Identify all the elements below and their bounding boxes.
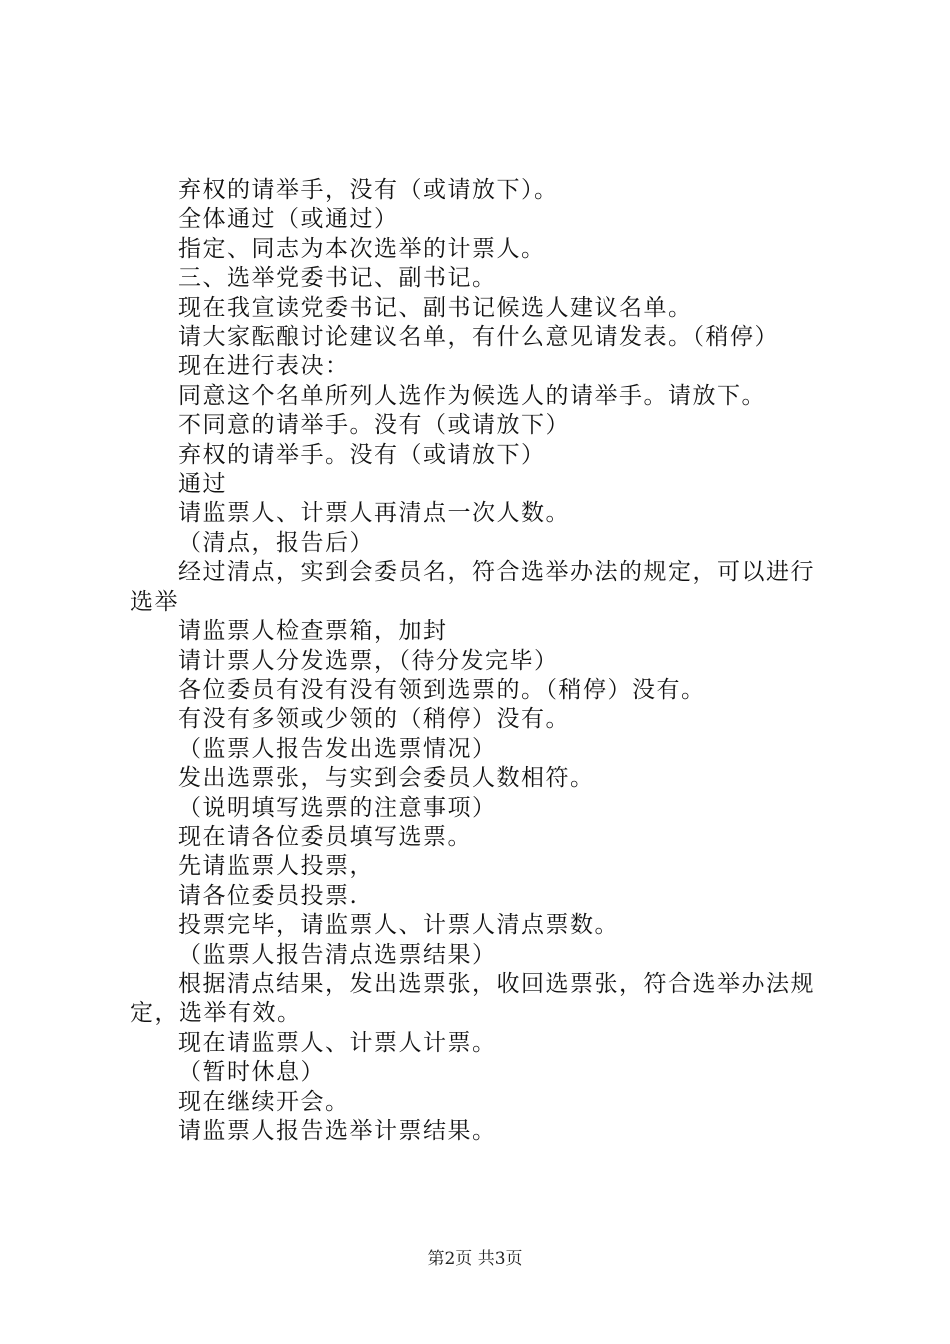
paragraph: 不同意的请举手。没有（或请放下） — [178, 412, 570, 439]
paragraph: 投票完毕，请监票人、计票人清点票数。 — [178, 912, 619, 939]
paragraph: 各位委员有没有没有领到选票的。（稍停）没有。 — [178, 676, 706, 703]
document-body — [130, 176, 830, 1146]
paragraph: 弃权的请举手。没有（或请放下） — [178, 441, 546, 468]
paragraph: 全体通过（或通过） — [178, 206, 399, 233]
paragraph: 根据清点结果，发出选票张，收回选票张，符合选举办法规定，选举有效。 — [130, 970, 815, 1027]
paragraph: 现在请监票人、计票人计票。 — [178, 1029, 497, 1056]
paragraph: 指定、同志为本次选举的计票人。 — [178, 235, 546, 262]
paragraph: 请各位委员投票. — [178, 882, 359, 909]
paragraph: 请大家酝酿讨论建议名单，有什么意见请发表。（稍停） — [178, 324, 779, 351]
paragraph: （监票人报告清点选票结果） — [178, 941, 497, 968]
paragraph: 现在继续开会。 — [178, 1088, 350, 1115]
paragraph: 请监票人、计票人再清点一次人数。 — [178, 500, 570, 527]
paragraph: （暂时休息） — [178, 1059, 325, 1086]
paragraph: 有没有多领或少领的（稍停）没有。 — [178, 706, 570, 733]
paragraph: （清点，报告后） — [178, 529, 374, 556]
paragraph: （说明填写选票的注意事项） — [178, 794, 497, 821]
paragraph: 请监票人报告选举计票结果。 — [178, 1118, 497, 1144]
paragraph: 现在进行表决： — [178, 353, 350, 380]
page-footer — [0, 1244, 950, 1269]
paragraph: 弃权的请举手，没有（或请放下）。 — [178, 177, 559, 203]
paragraph: 通过 — [178, 471, 227, 498]
paragraph: 现在请各位委员填写选票。 — [178, 823, 472, 850]
paragraph: 发出选票张，与实到会委员人数相符。 — [178, 765, 595, 792]
paragraph: 请监票人检查票箱，加封 — [178, 618, 448, 645]
paragraph: 三、选举党委书记、副书记。 — [178, 265, 497, 292]
paragraph: 经过清点，实到会委员名，符合选举办法的规定，可以进行选举 — [130, 559, 815, 615]
page-number: 第2页 共3页 — [427, 1249, 523, 1269]
paragraph: 请计票人分发选票，（待分发完毕） — [178, 647, 559, 674]
paragraph: 现在我宣读党委书记、副书记候选人建议名单。 — [178, 294, 693, 321]
paragraph: （监票人报告发出选票情况） — [178, 735, 497, 762]
paragraph: 先请监票人投票， — [178, 853, 374, 880]
paragraph: 同意这个名单所列人选作为候选人的请举手。请放下。 — [178, 382, 766, 409]
